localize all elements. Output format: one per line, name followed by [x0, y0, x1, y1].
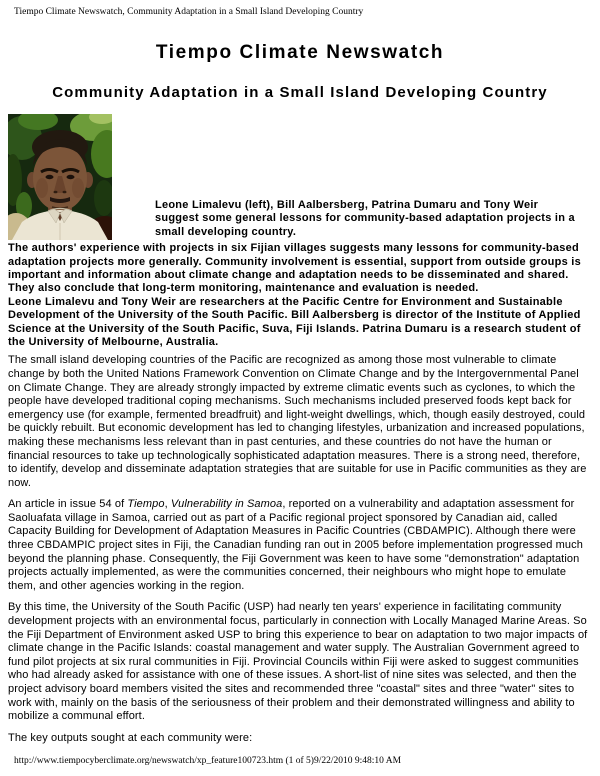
body-paragraph-3: By this time, the University of the South Pacific (USP) had nearly ten years' experience in facilitating community development projects with an environmental focus, particularly in connection with Locally Managed Marine Areas. So the Fiji Department of Environment asked USP to bring this experience to bear on adaptation to two major impacts of climate change in the Pacific Islands: coastal management and water supply. The Australian Government agreed to fund pilot projects at six rural communities in Fiji. Provincial Councils within Fiji were asked to suggest communities who had already asked for assistance with one of these issues. A short-list of nine sites was selected, and then the project advisory board members visited the sites and recommended three "coastal" sites and three "water" sites to work with, mainly on the basis of the seriousness of their problem and their demonstrated willingness and ability to mobilize a communal effort. — [8, 601, 588, 723]
article-content — [8, 114, 592, 745]
body-paragraph-2 — [8, 498, 592, 593]
document-footer-url: http://www.tiempocyberclimate.org/newswatch/xp_feature100723.htm (1 of 5)9/22/2010 9:48:10 AM — [14, 756, 402, 766]
article-title: Tiempo Climate Newswatch — [155, 42, 445, 63]
author-photo-illustration — [8, 114, 112, 240]
body-paragraph-2-text: An article in issue 54 of — [8, 498, 128, 511]
author-photo — [8, 114, 112, 240]
photo-and-caption-row — [8, 114, 592, 240]
article-name-vulnerability-in-samoa: Vulnerability in Samoa — [170, 498, 283, 511]
lead-paragraph-authors: Leone Limalevu and Tony Weir are researchers at the Pacific Centre for Environment and Sustainable Development of the University of the South Pacific. Bill Aalbersberg is director of the Institute of Applied Science at the University of the South Pacific, Suva, Fiji Islands. Patrina Dumaru is a research student of the University of Melbourne, Australia. — [8, 295, 581, 348]
photo-caption: Leone Limalevu (left), Bill Aalbersberg, Patrina Dumaru and Tony Weir suggest some general lessons for community-based adaptation projects in a small developing country. — [155, 198, 575, 238]
publication-name-tiempo: Tiempo — [127, 498, 165, 511]
lead-paragraph-summary: The authors' experience with projects in six Fijian villages suggests many lessons for community-based adaptation projects more generally. Community involvement is essential, support from outside groups is important and information about climate change and adaptation needs to be disseminated and shared. They also conclude that long-term monitoring, maintenance and evaluation is needed. — [8, 242, 581, 295]
body-paragraph-4-list-intro: The key outputs sought at each community were: — [8, 731, 253, 744]
body-paragraph-2-rest: , reported on a vulnerability and adaptation assessment for Saoluafata village in Samoa, carried out as part of a Pacific regional project sponsored by Canadian aid, called Capacity Building for Development of Adaptation Measures in Pacific Countries (CBDAMPIC). Although there were three CBDAMPIC project sites in Fiji, the Canadian funding ran out in 2005 before implementation progressed much beyond the planning phase. Consequently, the Fiji Government was keen to have some "demonstration" adaptation projects actually implemented, as were the communities concerned, their neighbours who might hope to emulate them, and other agencies working in the region. — [8, 498, 583, 592]
body-paragraph-1: The small island developing countries of the Pacific are recognized as among those most vulnerable to climate change by both the United Nations Framework Convention on Climate Change and by the Intergovernmental Panel on Climate Change. They are already strongly impacted by extreme climatic events such as cyclones, to which the people have developed traditional coping mechanisms. Such mechanisms included preserved foods kept back for emergency use (for example, fermented breadfruit) and light-weight dwellings, which, though easily destroyed, could be quickly rebuilt. But economic development has led to changing lifestyles, urbanization and increased populations, making these mechanisms less relevant than in past centuries, and these countries do not have the human or financial resources to take up technologically sophisticated adaptation measures. There is a strong need, therefore, to identify, develop and disseminate adaptation strategies that are suitable for use in Pacific communities as they are now. — [8, 354, 587, 489]
body-paragraph-2-separator: , — [164, 498, 171, 511]
article-subtitle: Community Adaptation in a Small Island Developing Country — [52, 83, 548, 101]
document-header-title: Tiempo Climate Newswatch, Community Adaptation in a Small Island Developing Country — [14, 7, 364, 17]
